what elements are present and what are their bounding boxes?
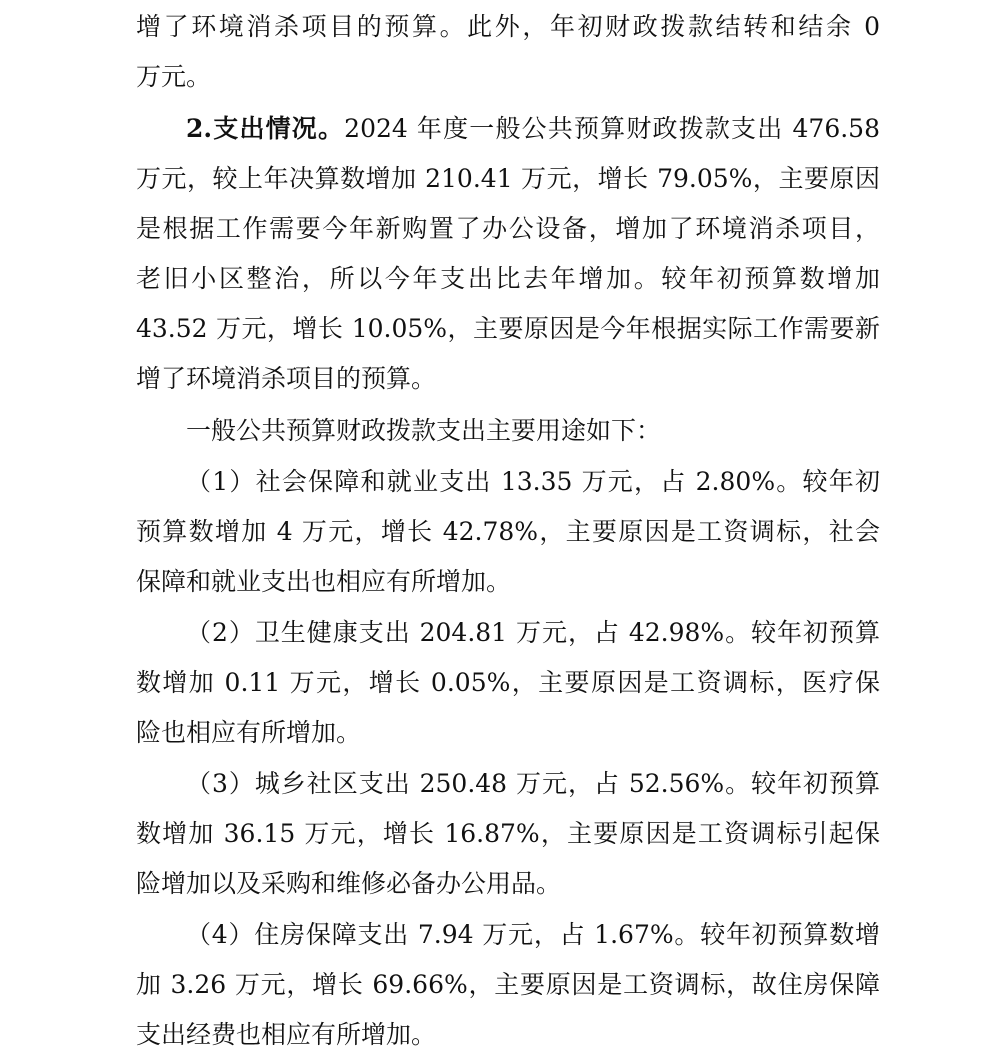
list-item-line: 数增加 36.15 万元，增长 16.87%，主要原因是工资调标引起保 xyxy=(136,819,880,848)
paragraph-line: 万元，较上年决算数增加 210.41 万元，增长 79.05%，主要原因 xyxy=(136,164,880,193)
paragraph-line: 是根据工作需要今年新购置了办公设备，增加了环境消杀项目， xyxy=(136,214,880,243)
section-heading-line xyxy=(136,104,880,154)
list-item-line: 数增加 0.11 万元，增长 0.05%，主要原因是工资调标，医疗保 xyxy=(136,668,880,697)
list-item-line: （1）社会保障和就业支出 13.35 万元，占 2.80%。较年初 xyxy=(186,467,880,496)
list-item-line: 保障和就业支出也相应有所增加。 xyxy=(136,567,512,596)
list-item-line: 预算数增加 4 万元，增长 42.78%，主要原因是工资调标，社会 xyxy=(136,517,880,546)
section-heading: 2.支出情况。 xyxy=(186,114,345,143)
paragraph-line: 增了环境消杀项目的预算。此外，年初财政拨款结转和结余 0 xyxy=(136,12,880,41)
list-item-line: 支出经费也相应有所增加。 xyxy=(136,1020,437,1049)
list-item-line: （2）卫生健康支出 204.81 万元，占 42.98%。较年初预算 xyxy=(186,618,880,647)
list-item-line: 加 3.26 万元，增长 69.66%，主要原因是工资调标，故住房保障 xyxy=(136,970,880,999)
section-heading-text: 2024 年度一般公共预算财政拨款支出 476.58 xyxy=(344,114,880,143)
document-page xyxy=(136,0,880,1056)
list-item-line: 险也相应有所增加。 xyxy=(136,718,362,747)
paragraph-line: 43.52 万元，增长 10.05%，主要原因是今年根据实际工作需要新 xyxy=(136,314,880,343)
list-item-line: （3）城乡社区支出 250.48 万元，占 52.56%。较年初预算 xyxy=(186,769,880,798)
paragraph-line: 万元。 xyxy=(136,62,212,91)
list-item-line: （4）住房保障支出 7.94 万元，占 1.67%。较年初预算数增 xyxy=(186,920,880,949)
list-item-line: 险增加以及采购和维修必备办公用品。 xyxy=(136,869,562,898)
paragraph-line: 老旧小区整治，所以今年支出比去年增加。较年初预算数增加 xyxy=(136,264,880,293)
paragraph-line: 增了环境消杀项目的预算。 xyxy=(136,364,437,393)
paragraph-line: 一般公共预算财政拨款支出主要用途如下： xyxy=(186,416,662,445)
